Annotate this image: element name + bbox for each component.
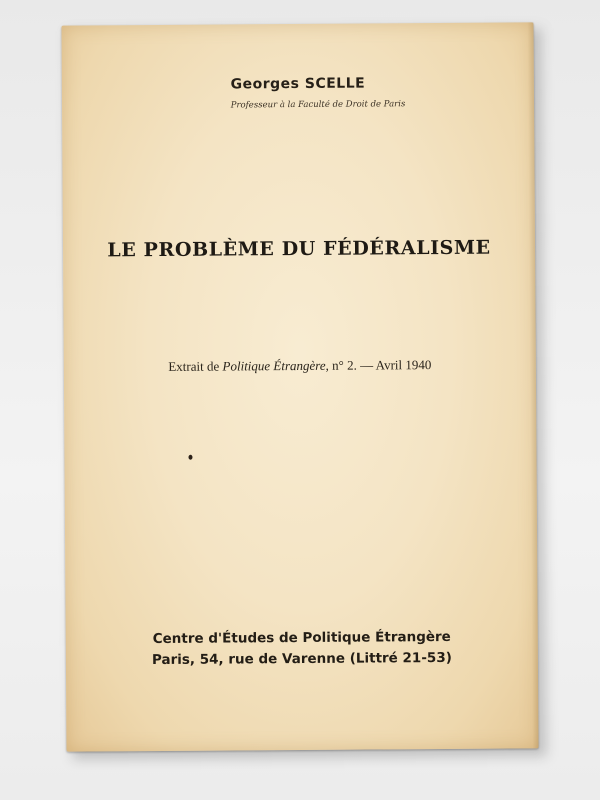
booklet-title: LE PROBLÈME DU FÉDÉRALISME <box>107 236 491 262</box>
extract-journal: Politique Étrangère <box>222 357 326 374</box>
extract-prefix: Extrait de <box>168 358 223 374</box>
author-affiliation: Professeur à la Faculté de Droit de Paris <box>230 99 406 111</box>
author-name: Georges SCELLE <box>230 75 366 93</box>
publisher-block <box>66 626 538 671</box>
publisher-address: Paris, 54, rue de Varenne (Littré 21-53) <box>151 649 452 669</box>
ink-spot <box>188 455 192 460</box>
extract-suffix: , n° 2. — Avril 1940 <box>325 357 432 373</box>
extract-line <box>64 356 536 375</box>
publisher-name: Centre d'Études de Politique Étrangère <box>152 628 451 648</box>
booklet-cover <box>61 22 538 751</box>
